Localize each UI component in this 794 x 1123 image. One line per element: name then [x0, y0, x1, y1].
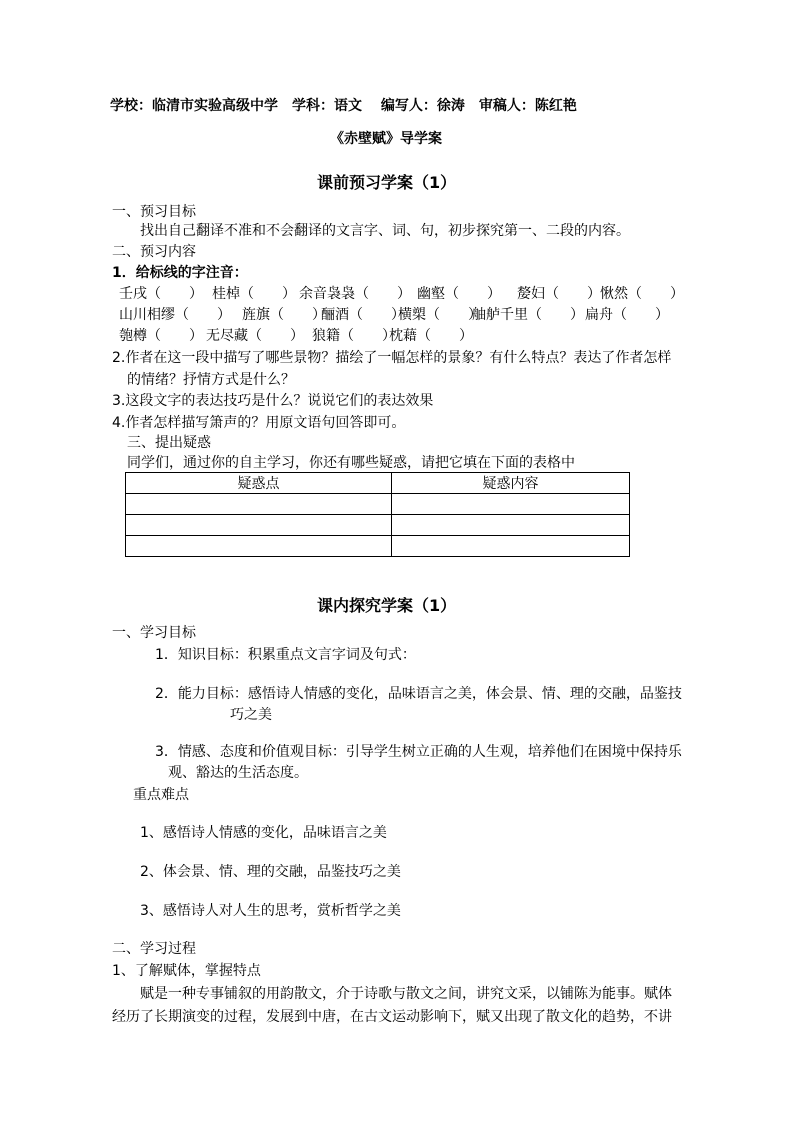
pinyin-item: 无尽藏（ ）	[206, 328, 304, 344]
document-title: 《赤壁赋》导学案	[330, 131, 442, 147]
goal-ability-line2: 巧之美	[230, 707, 272, 723]
pinyin-item: 匏樽（ ）	[119, 328, 203, 344]
pinyin-heading: 1．给标线的字注音：	[112, 265, 248, 281]
pinyin-item: 桂棹（ ）	[212, 286, 296, 302]
pinyin-item: 舳舻千里（ ）	[472, 307, 584, 323]
table-cell[interactable]	[126, 536, 392, 557]
goal-text: 找出自己翻译不准和不会翻译的文言字、词、句，初步探究第一、二段的内容。	[140, 223, 630, 239]
question-3: 3.这段文字的表达技巧是什么？说说它们的表达效果	[112, 393, 434, 409]
table-cell[interactable]	[392, 536, 630, 557]
pinyin-item: 酾酒（ ）	[321, 307, 405, 323]
goal-knowledge: 1．知识目标：积累重点文言字词及句式：	[155, 647, 416, 663]
pinyin-item: 旌旗（ ）	[242, 307, 326, 323]
process-heading: 二、学习过程	[112, 941, 196, 957]
doubt-table	[125, 472, 630, 557]
table-cell[interactable]	[392, 515, 630, 536]
question-4: 4.作者怎样描写箫声的？用原文语句回答即可。	[112, 415, 406, 431]
section1-title: 课前预习学案（1）	[317, 173, 457, 192]
process-1-text-line1: 赋是一种专事铺叙的用韵散文，介于诗歌与散文之间，讲究文采，以铺陈为能事。赋体	[140, 986, 672, 1002]
table-cell[interactable]	[126, 515, 392, 536]
document-header: 学校：临清市实验高级中学 学科：语文 编写人：徐涛 审稿人：陈红艳	[110, 98, 577, 114]
key-points-heading: 重点难点	[133, 787, 189, 803]
table-cell[interactable]	[126, 494, 392, 515]
table-header-doubt-point: 疑惑点	[126, 473, 392, 494]
pinyin-item: 横槊（ ）	[398, 307, 482, 323]
section2-title: 课内探究学案（1）	[317, 596, 457, 615]
process-1-text-line2: 经历了长期演变的过程，发展到中唐，在古文运动影响下，赋又出现了散文化的趋势，不讲	[112, 1009, 672, 1025]
pinyin-item: 狼籍（ ）	[312, 328, 396, 344]
question-2-line2: 的情绪？抒情方式是什么？	[127, 372, 295, 388]
pinyin-item: 余音袅袅（ ）	[299, 286, 411, 302]
pinyin-item: 嫠妇（ ）	[517, 286, 601, 302]
pinyin-item: 壬戌（ ）	[119, 286, 203, 302]
pinyin-item: 山川相缪（ ）	[119, 307, 231, 323]
pinyin-item: 扁舟（ ）	[585, 307, 669, 323]
content-heading: 二、预习内容	[112, 244, 196, 260]
process-1-heading: 1、了解赋体，掌握特点	[112, 963, 261, 979]
table-header-row	[126, 473, 630, 494]
table-cell[interactable]	[392, 494, 630, 515]
doubt-heading: 三、提出疑惑	[127, 435, 211, 451]
pinyin-item: 幽壑（ ）	[417, 286, 501, 302]
key-point-1: 1、感悟诗人情感的变化，品味语言之美	[140, 825, 387, 841]
learning-goal-heading: 一、学习目标	[112, 625, 196, 641]
goal-emotion-line1: 3．情感、态度和价值观目标：引导学生树立正确的人生观，培养他们在困境中保持乐	[155, 744, 682, 760]
key-point-2: 2、体会景、情、理的交融，品鉴技巧之美	[140, 864, 401, 880]
question-2-line1: 2.作者在这一段中描写了哪些景物？描绘了一幅怎样的景象？有什么特点？表达了作者怎样	[112, 350, 672, 366]
goal-heading: 一、预习目标	[112, 204, 196, 220]
goal-emotion-line2: 观、豁达的生活态度。	[168, 765, 308, 781]
goal-ability-line1: 2．能力目标：感悟诗人情感的变化，品味语言之美，体会景、情、理的交融，品鉴技	[155, 686, 682, 702]
key-point-3: 3、感悟诗人对人生的思考，赏析哲学之美	[140, 903, 401, 919]
pinyin-item: 枕藉（ ）	[389, 328, 473, 344]
pinyin-item: 愀然（ ）	[600, 286, 684, 302]
table-header-doubt-content: 疑惑内容	[392, 473, 630, 494]
doubt-text: 同学们，通过你的自主学习，你还有哪些疑惑，请把它填在下面的表格中	[127, 455, 575, 471]
table-row	[126, 515, 630, 536]
table-row	[126, 536, 630, 557]
table-row	[126, 494, 630, 515]
